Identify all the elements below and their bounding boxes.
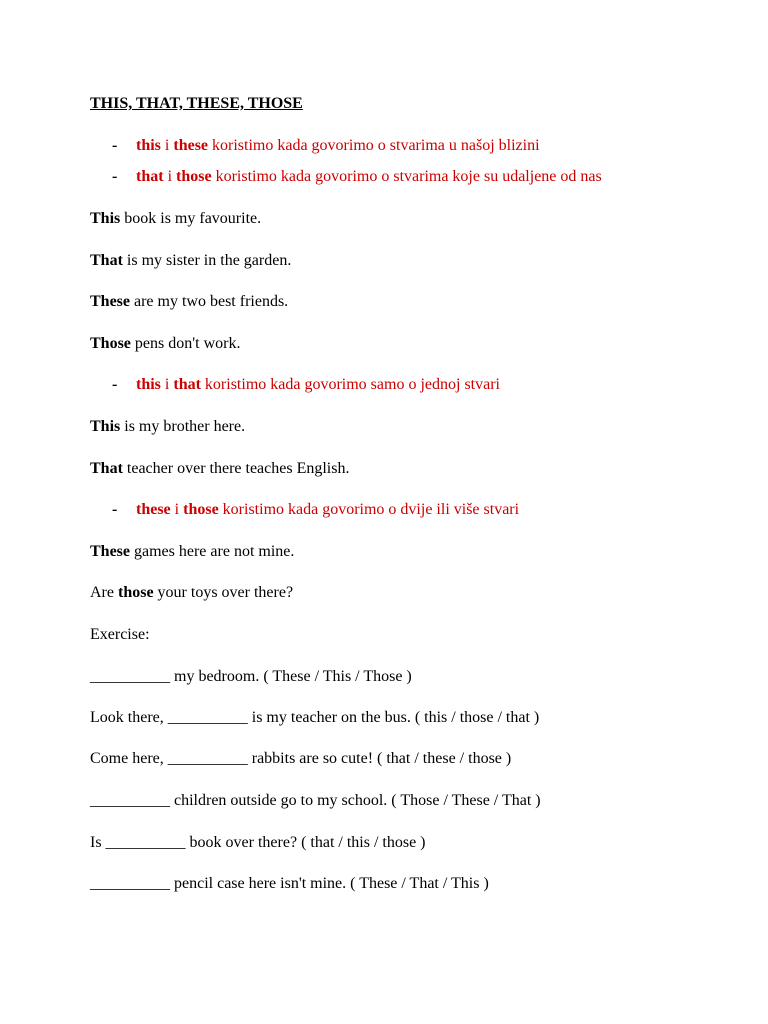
conjunction: i <box>160 137 174 154</box>
example-sentence <box>90 209 261 229</box>
keyword: This <box>90 418 121 435</box>
example-sentence <box>90 251 291 271</box>
sentence-text: games here are not mine. <box>130 543 295 560</box>
rule-that-those <box>136 167 602 187</box>
bullet-marker: - <box>112 137 118 154</box>
bullet-marker: - <box>112 376 118 393</box>
rule-text: koristimo kada govorimo o stvarima koje su udaljene od nas <box>211 168 602 185</box>
keyword: that <box>136 168 164 185</box>
bullet-marker: - <box>112 168 118 185</box>
exercise-label: Exercise: <box>90 626 150 643</box>
sentence-text: is my sister in the garden. <box>122 252 292 269</box>
conjunction: i <box>170 501 184 518</box>
keyword: These <box>90 543 130 560</box>
exercise-question: __________ pencil case here isn't mine. ( These / That / This ) <box>90 875 489 892</box>
rule-text: koristimo kada govorimo o stvarima u našoj blizini <box>208 137 540 154</box>
sentence-text: teacher over there teaches English. <box>122 460 350 477</box>
bullet-marker: - <box>112 501 118 518</box>
keyword: This <box>90 210 121 227</box>
keyword: That <box>90 460 123 477</box>
rule-this-that <box>136 375 500 395</box>
exercise-question: __________ my bedroom. ( These / This / Those ) <box>90 668 412 685</box>
conjunction: i <box>160 376 174 393</box>
keyword: Those <box>90 335 131 352</box>
keyword: That <box>90 252 123 269</box>
example-sentence <box>90 459 349 479</box>
keyword: These <box>90 293 130 310</box>
keyword: these <box>173 137 209 154</box>
example-sentence <box>90 334 240 354</box>
example-sentence <box>90 542 294 562</box>
keyword: those <box>183 501 219 518</box>
sentence-text: are my two best friends. <box>130 293 289 310</box>
exercise-question: Come here, __________ rabbits are so cute! ( that / these / those ) <box>90 750 512 767</box>
rule-these-those <box>136 500 519 520</box>
conjunction: i <box>163 168 177 185</box>
example-sentence <box>90 583 293 603</box>
keyword: this <box>136 376 161 393</box>
keyword: that <box>173 376 201 393</box>
sentence-text: pens don't work. <box>130 335 241 352</box>
example-sentence <box>90 417 245 437</box>
exercise-question: Is __________ book over there? ( that / this / those ) <box>90 834 426 851</box>
keyword: those <box>117 584 154 601</box>
keyword: those <box>176 168 212 185</box>
rule-text: koristimo kada govorimo samo o jednoj stvari <box>200 376 500 393</box>
rule-text: koristimo kada govorimo o dvije ili više stvari <box>218 501 520 518</box>
sentence-text: book is my favourite. <box>120 210 262 227</box>
sentence-text: is my brother here. <box>120 418 246 435</box>
keyword: these <box>136 501 171 518</box>
example-sentence <box>90 292 288 312</box>
exercise-question: Look there, __________ is my teacher on the bus. ( this / those / that ) <box>90 709 540 726</box>
exercise-question: __________ children outside go to my school. ( Those / These / That ) <box>90 792 541 809</box>
rule-this-these <box>136 136 540 156</box>
sentence-text: your toys over there? <box>153 584 294 601</box>
keyword: this <box>136 137 161 154</box>
page-title: THIS, THAT, THESE, THOSE <box>90 95 303 112</box>
sentence-text: Are <box>90 584 118 601</box>
